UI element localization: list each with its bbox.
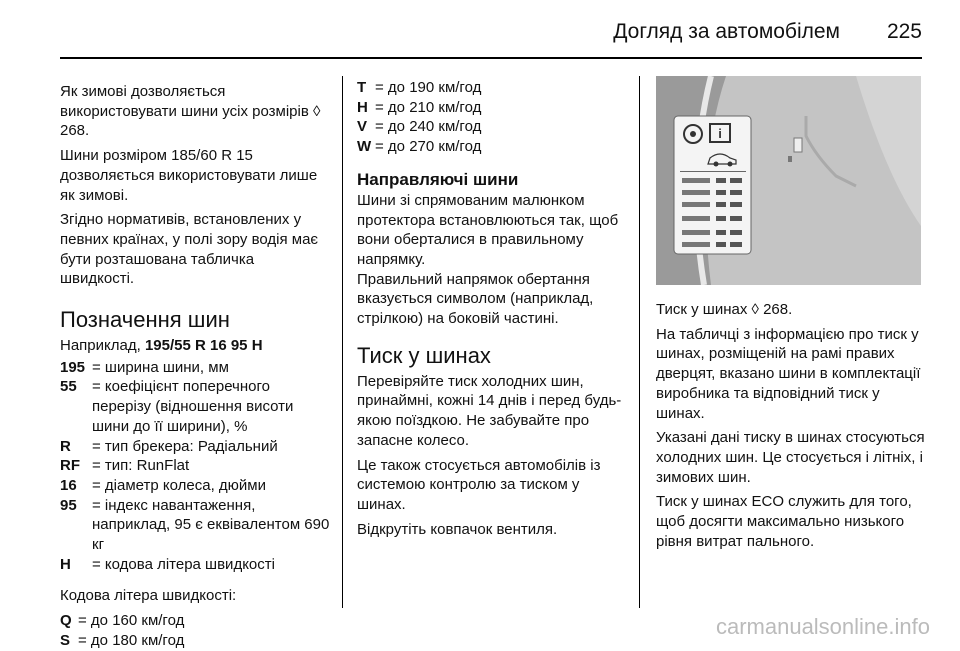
list-item: 55 = коефіцієнт поперечного перерізу (відношення висоти шини до її ширини), % — [60, 378, 294, 435]
paragraph-pressure-label: На табличці з інформацією про тиск у шинах, розміщеній на рамі правих дверцят, вказано шини в комплектації виробника та відповідний тиск у шинах. — [656, 325, 921, 422]
paragraph-directional-1: Шини зі спрямованим малюнком протектора встановлюються так, щоб вони оберталися в правильному напрямку. — [357, 191, 619, 268]
speed-list-b — [357, 78, 629, 157]
paragraph-speed-label: Згідно нормативів, встановлених у певних країнах, у полі зору водія має бути розташована табличка швидкості. — [60, 211, 319, 288]
page-number: 225 — [886, 20, 922, 43]
list-item: RF = тип: RunFlat — [60, 457, 190, 475]
heading-tyre-pressure: Тиск у шинах — [357, 342, 491, 368]
list-item: S = до 180 км/год — [60, 631, 185, 649]
column-1 — [60, 82, 330, 651]
paragraph-pressure-2: Це також стосується автомобілів із системою контролю за тиском у шинах. — [357, 456, 601, 513]
pressure-info-plate — [674, 116, 751, 254]
paragraph-pressure-3: Відкрутіть ковпачок вентиля. — [357, 520, 558, 538]
paragraph-185-60: Шини розміром 185/60 R 15 дозволяється використовувати лише як зимові. — [60, 147, 318, 204]
paragraph-pressure-1: Перевіряйте тиск холодних шин, принаймні, кожні 14 днів і перед будь-якою поїздкою. Не забувайте про запасне колесо. — [357, 372, 622, 449]
example-line: Наприклад, 195/55 R 16 95 H — [60, 337, 263, 355]
column-divider-1 — [342, 76, 343, 608]
heading-directional-tyres: Направляючі шини — [357, 169, 519, 189]
column-3 — [656, 300, 926, 556]
paragraph-pressure-ref: Тиск у шинах ◊ 268. — [656, 301, 793, 318]
list-item: W = до 270 км/год — [357, 138, 482, 156]
example-code: 195/55 R 16 95 H — [144, 337, 263, 355]
list-item: 95 = індекс навантаження, наприклад, 95 є еквівалентом 690 кг — [60, 496, 330, 554]
list-item: 195 = ширина шини, мм — [60, 358, 229, 376]
column-2 — [357, 78, 629, 544]
list-item: H = кодова літера швидкості — [60, 555, 275, 573]
list-item: T = до 190 км/год — [357, 79, 482, 96]
paragraph-winter-sizes: Як зимові дозволяється використовувати шини усіх розмірів ◊ 268. — [60, 83, 321, 140]
paragraph-eco-pressure: Тиск у шинах ECO служить для того, щоб досягти максимально низького рівня витрат пального. — [656, 493, 912, 550]
speed-code-intro: Кодова літера швидкості: — [60, 587, 237, 605]
list-item: H = до 210 км/год — [357, 98, 482, 116]
watermark: carmanualsonline.info — [715, 614, 930, 639]
list-item: 16 = діаметр колеса, дюйми — [60, 476, 266, 494]
svg-text:i: i — [718, 126, 722, 141]
list-item: Q = до 160 км/год — [60, 612, 185, 630]
tyre-pressure-label-photo — [656, 76, 921, 285]
header-rule — [60, 57, 922, 59]
speed-list-a — [60, 611, 330, 650]
page-title: Догляд за автомобілем — [613, 20, 840, 43]
list-item: V = до 240 км/год — [357, 118, 482, 136]
list-item: R = тип брекера: Радіальний — [60, 437, 278, 455]
heading-tyre-designation: Позначення шин — [60, 307, 230, 333]
paragraph-cold-tyres: Указані дані тиску в шинах стосуються холодних шин. Це стосується і літніх, і зимових шин. — [656, 429, 925, 486]
designation-list — [60, 358, 330, 575]
column-divider-2 — [639, 76, 640, 608]
paragraph-directional-2: Правильний напрямок обертання вказується символом (наприклад, стрілкою) на боковій частині. — [357, 270, 594, 328]
